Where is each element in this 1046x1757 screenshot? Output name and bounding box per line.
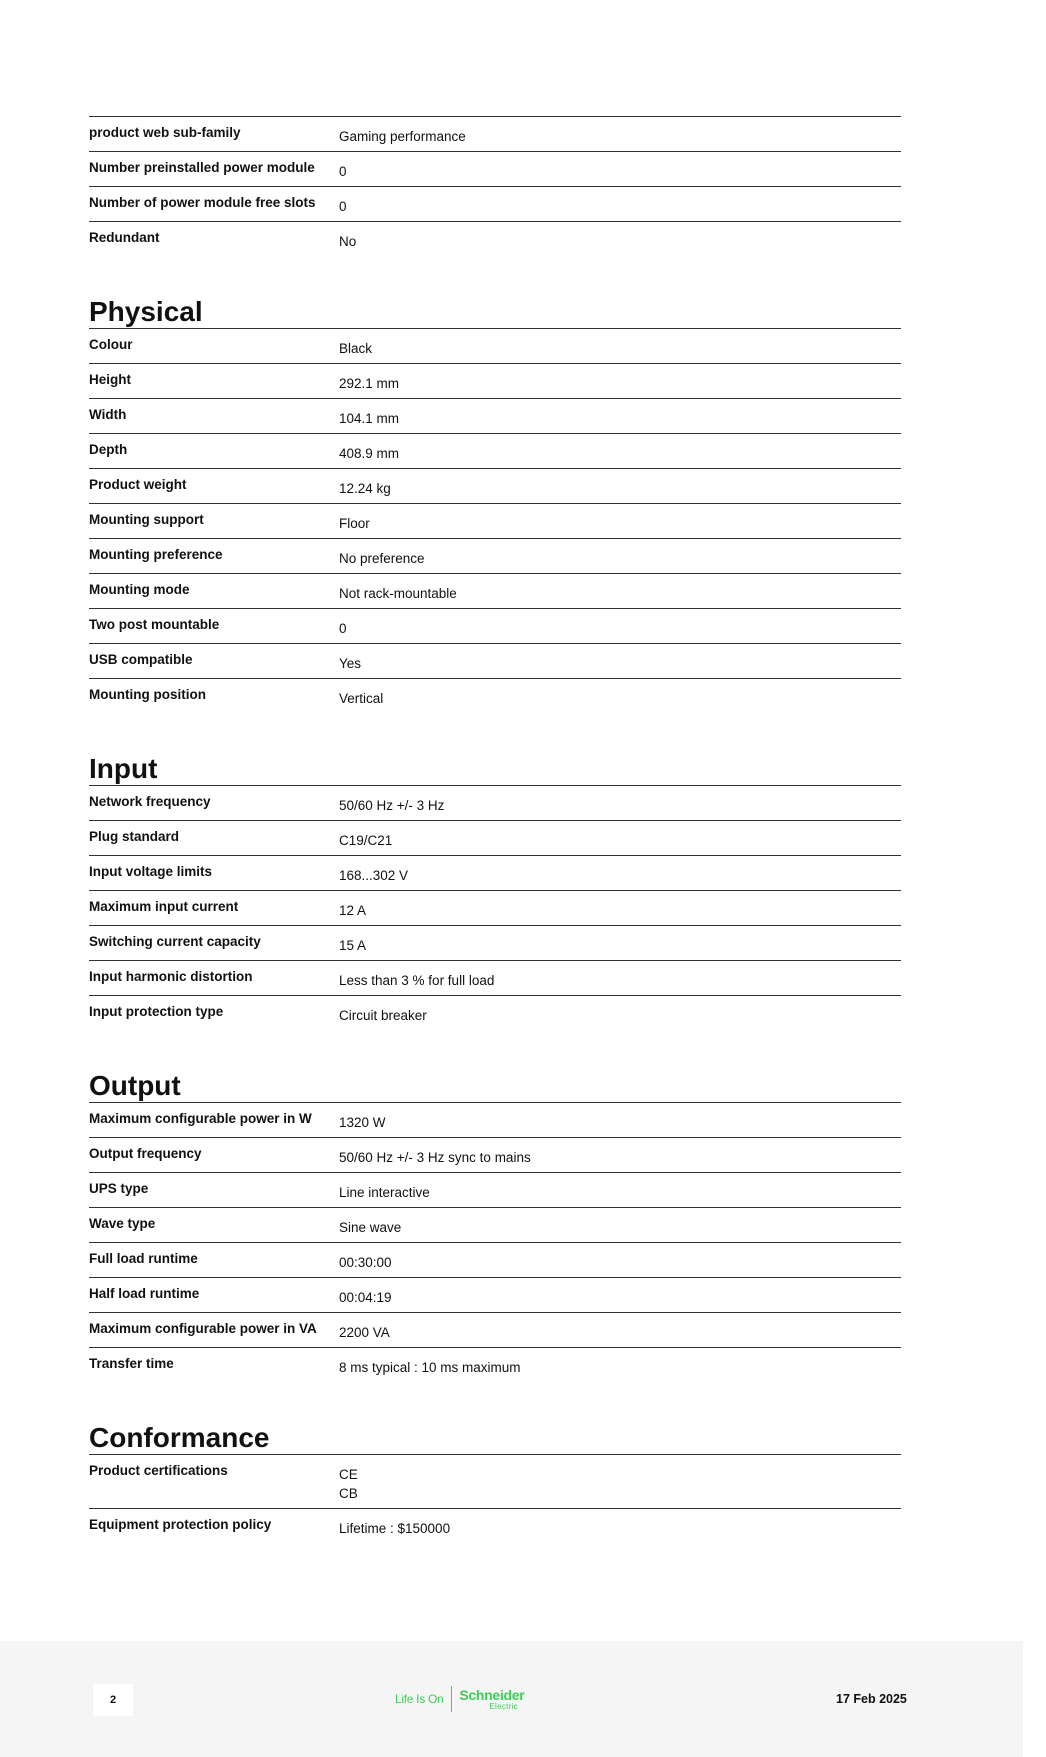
spec-value	[339, 364, 901, 399]
page-footer	[0, 1641, 1023, 1757]
spec-value-line: 8 ms typical : 10 ms maximum	[339, 1360, 521, 1375]
spec-row	[89, 1313, 901, 1348]
spec-row	[89, 1138, 901, 1173]
spec-section-physical	[89, 256, 901, 713]
spec-row	[89, 961, 901, 996]
spec-value	[339, 856, 901, 891]
spec-value	[339, 187, 901, 222]
spec-label: Number of power module free slots	[89, 195, 316, 210]
spec-table	[89, 1102, 901, 1382]
spec-label: Number preinstalled power module	[89, 160, 315, 175]
spec-row	[89, 1455, 901, 1509]
spec-value	[339, 996, 901, 1031]
spec-value	[339, 469, 901, 504]
spec-row	[89, 364, 901, 399]
spec-label: Product certifications	[89, 1463, 228, 1478]
spec-label: Half load runtime	[89, 1286, 200, 1301]
spec-value-line: 168...302 V	[339, 868, 409, 883]
section-spacer	[89, 1030, 901, 1070]
spec-label: UPS type	[89, 1181, 149, 1196]
spec-table	[89, 1454, 901, 1543]
spec-value	[339, 1455, 901, 1509]
spec-row	[89, 117, 901, 152]
spec-value	[339, 1313, 901, 1348]
spec-value	[339, 1138, 901, 1173]
life-is-on-tagline: Life Is On	[395, 1692, 444, 1706]
page-number: 2	[93, 1684, 133, 1716]
spec-value-line: 0	[339, 199, 347, 214]
spec-value-line: Floor	[339, 516, 370, 531]
spec-value	[339, 329, 901, 364]
spec-value	[339, 821, 901, 856]
spec-value-line: 2200 VA	[339, 1325, 390, 1340]
spec-value-line: 408.9 mm	[339, 446, 400, 461]
spec-row	[89, 152, 901, 187]
spec-value	[339, 1348, 901, 1383]
spec-value	[339, 1509, 901, 1544]
spec-value-line: 0	[339, 621, 347, 636]
spec-section	[89, 116, 901, 256]
spec-value	[339, 609, 901, 644]
section-title: Conformance	[89, 1422, 270, 1453]
spec-label: Maximum input current	[89, 899, 239, 914]
spec-label: Mounting support	[89, 512, 204, 527]
spec-label: Product weight	[89, 477, 187, 492]
spec-value	[339, 434, 901, 469]
spec-row	[89, 222, 901, 257]
spec-value	[339, 679, 901, 714]
spec-value-line: 292.1 mm	[339, 376, 400, 391]
spec-row	[89, 1173, 901, 1208]
spec-row	[89, 1208, 901, 1243]
spec-value-line: Sine wave	[339, 1220, 402, 1235]
spec-row	[89, 891, 901, 926]
spec-label: Wave type	[89, 1216, 156, 1231]
spec-value	[339, 891, 901, 926]
brand-sub: Electric	[489, 1701, 518, 1711]
spec-row	[89, 1278, 901, 1313]
spec-label: Output frequency	[89, 1146, 202, 1161]
spec-row	[89, 1243, 901, 1278]
spec-row	[89, 786, 901, 821]
spec-row	[89, 926, 901, 961]
brand-name: Schneider	[459, 1686, 525, 1703]
section-spacer	[89, 713, 901, 753]
spec-value-line: No	[339, 234, 357, 249]
spec-label: Input protection type	[89, 1004, 224, 1019]
datasheet-content	[89, 116, 901, 1543]
spec-value-line: 12 A	[339, 903, 367, 918]
spec-label: Mounting mode	[89, 582, 190, 597]
spec-label: Plug standard	[89, 829, 180, 844]
spec-row	[89, 821, 901, 856]
spec-label: Switching current capacity	[89, 934, 261, 949]
spec-value-line: 00:04:19	[339, 1290, 392, 1305]
spec-row	[89, 504, 901, 539]
spec-label: product web sub-family	[89, 125, 241, 140]
spec-value-line: Yes	[339, 656, 362, 671]
spec-value-line: 1320 W	[339, 1115, 386, 1130]
spec-value-line: CE	[339, 1467, 358, 1482]
spec-table	[89, 328, 901, 713]
spec-label: Maximum configurable power in W	[89, 1111, 312, 1126]
spec-value-line: Black	[339, 341, 373, 356]
spec-value	[339, 786, 901, 821]
spec-row	[89, 469, 901, 504]
section-title: Input	[89, 753, 158, 784]
spec-label: Transfer time	[89, 1356, 174, 1371]
spec-value-line: Gaming performance	[339, 129, 466, 144]
spec-row	[89, 996, 901, 1031]
spec-value-line: 50/60 Hz +/- 3 Hz	[339, 798, 445, 813]
spec-value-line: Lifetime : $150000	[339, 1521, 451, 1536]
spec-label: Colour	[89, 337, 133, 352]
spec-value	[339, 1278, 901, 1313]
spec-value-line: No preference	[339, 551, 425, 566]
spec-row	[89, 609, 901, 644]
spec-value	[339, 961, 901, 996]
spec-label: Mounting position	[89, 687, 206, 702]
spec-value	[339, 152, 901, 187]
spec-table	[89, 785, 901, 1030]
spec-section-input	[89, 713, 901, 1030]
spec-value-line: C19/C21	[339, 833, 393, 848]
spec-value-line: CB	[339, 1486, 358, 1501]
spec-label: Network frequency	[89, 794, 211, 809]
spec-row	[89, 434, 901, 469]
spec-label: Depth	[89, 442, 128, 457]
spec-value-line: 50/60 Hz +/- 3 Hz sync to mains	[339, 1150, 531, 1165]
spec-label: Full load runtime	[89, 1251, 198, 1266]
spec-value-line: 00:30:00	[339, 1255, 392, 1270]
spec-value-line: 12.24 kg	[339, 481, 391, 496]
spec-row	[89, 644, 901, 679]
section-spacer	[89, 1382, 901, 1422]
section-title: Output	[89, 1070, 181, 1101]
spec-label: Equipment protection policy	[89, 1517, 272, 1532]
spec-value	[339, 644, 901, 679]
spec-value	[339, 399, 901, 434]
spec-value-line: Less than 3 % for full load	[339, 973, 495, 988]
section-title: Physical	[89, 296, 203, 327]
spec-row	[89, 539, 901, 574]
spec-label: Width	[89, 407, 127, 422]
spec-row	[89, 399, 901, 434]
spec-row	[89, 1348, 901, 1383]
section-spacer	[89, 256, 901, 296]
spec-label: Input harmonic distortion	[89, 969, 253, 984]
spec-value	[339, 117, 901, 152]
spec-row	[89, 329, 901, 364]
spec-table	[89, 116, 901, 256]
schneider-electric-logo	[459, 1688, 524, 1711]
spec-value-line: Line interactive	[339, 1185, 430, 1200]
spec-value	[339, 1103, 901, 1138]
logo-divider	[451, 1686, 452, 1712]
spec-value	[339, 1243, 901, 1278]
spec-row	[89, 574, 901, 609]
spec-value	[339, 222, 901, 257]
spec-section-conformance	[89, 1382, 901, 1543]
spec-value	[339, 1173, 901, 1208]
spec-value	[339, 574, 901, 609]
spec-row	[89, 679, 901, 714]
spec-value	[339, 504, 901, 539]
spec-label: Input voltage limits	[89, 864, 213, 879]
spec-value-line: 104.1 mm	[339, 411, 400, 426]
spec-value-line: Not rack-mountable	[339, 586, 457, 601]
spec-value	[339, 926, 901, 961]
spec-row	[89, 856, 901, 891]
spec-row	[89, 1103, 901, 1138]
spec-label: Two post mountable	[89, 617, 220, 632]
spec-value	[339, 1208, 901, 1243]
spec-label: Maximum configurable power in VA	[89, 1321, 317, 1336]
spec-label: Height	[89, 372, 131, 387]
spec-row	[89, 1509, 901, 1544]
spec-label: Mounting preference	[89, 547, 223, 562]
spec-section-output	[89, 1030, 901, 1382]
spec-label: USB compatible	[89, 652, 193, 667]
spec-value-line: 15 A	[339, 938, 367, 953]
spec-row	[89, 187, 901, 222]
spec-label: Redundant	[89, 230, 160, 245]
spec-value-line: Vertical	[339, 691, 384, 706]
spec-value-line: 0	[339, 164, 347, 179]
brand-logo	[395, 1685, 524, 1713]
spec-value-line: Circuit breaker	[339, 1008, 427, 1023]
document-date: 17 Feb 2025	[836, 1692, 907, 1706]
spec-value	[339, 539, 901, 574]
